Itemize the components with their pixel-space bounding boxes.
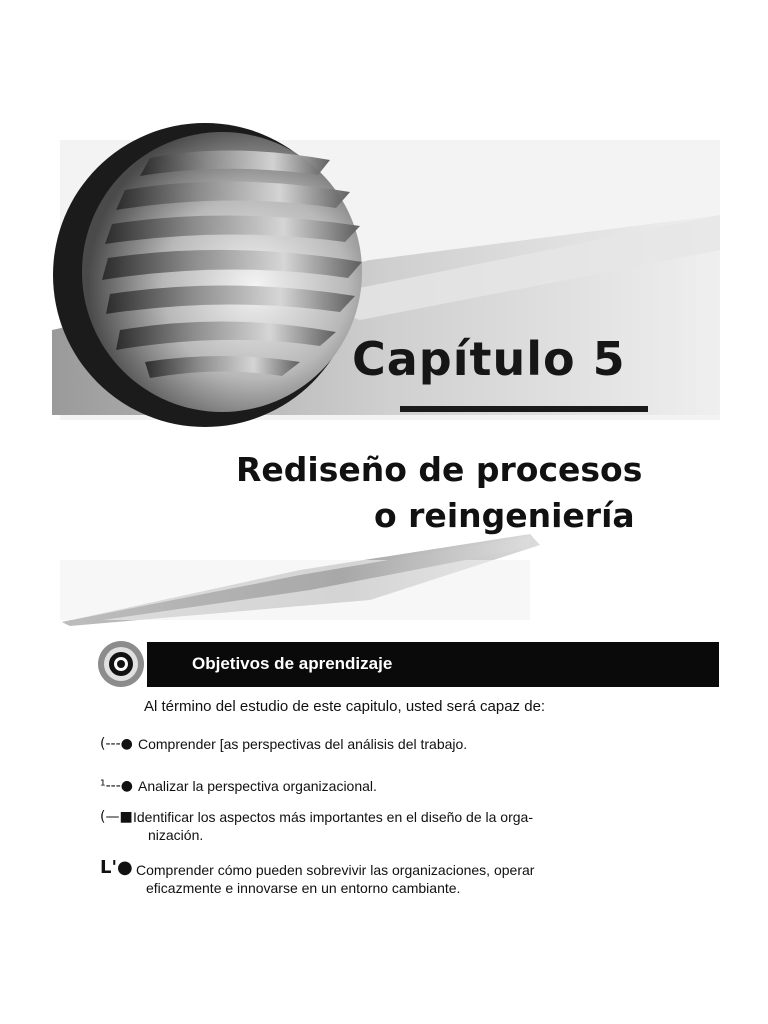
objective-bullet: (---●: [100, 736, 133, 752]
objectives-header-bar: [147, 642, 719, 687]
objective-text-line: Comprender [as perspectivas del análisis del trabajo.: [138, 736, 468, 752]
objective-item-2: [100, 777, 700, 799]
objective-text-line: eficazmente e innovarse en un entorno cambiante.: [146, 880, 461, 896]
chapter-label: Capítulo 5: [352, 332, 626, 386]
objective-text-line: Comprender cómo pueden sobrevivir las organizaciones, operar: [136, 862, 535, 878]
objective-bullet: L'●: [100, 857, 133, 878]
objective-text-line: Analizar la perspectiva organizacional.: [138, 778, 377, 794]
objectives-intro: Al término del estudio de este capitulo, usted será capaz de:: [144, 698, 546, 715]
objective-item-3: [100, 808, 700, 852]
objective-item-4: [100, 857, 700, 905]
objective-text-line: nización.: [148, 827, 204, 843]
chapter-title-line-1: Rediseño de procesos: [236, 450, 643, 489]
target-icon: [96, 639, 146, 689]
objective-bullet: ¹---●: [100, 778, 133, 794]
chapter-title-line-2: o reingeniería: [374, 496, 635, 535]
objective-text-line: Identificar los aspectos más importantes en el diseño de la orga-: [133, 809, 533, 825]
objectives-header: Objetivos de aprendizaje: [192, 654, 393, 673]
objective-bullet: (—■: [100, 809, 133, 825]
chapter-underline: [400, 406, 648, 412]
objective-item-1: [100, 735, 700, 757]
